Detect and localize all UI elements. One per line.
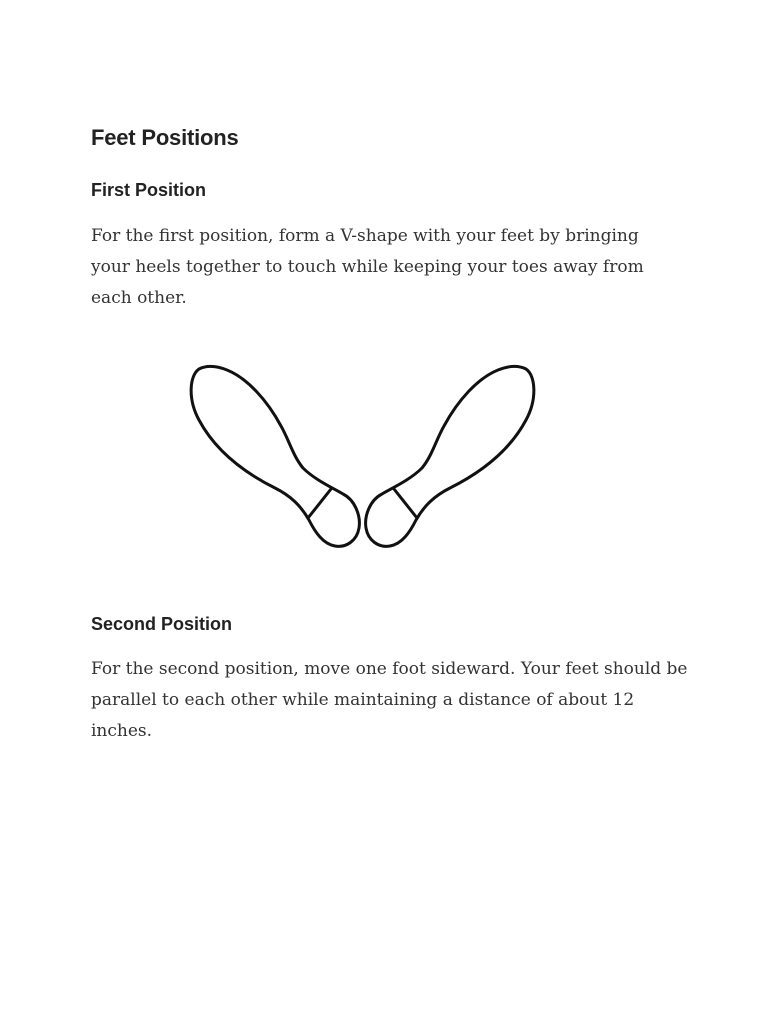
right-foot-heel-line bbox=[394, 489, 417, 518]
first-position-feet-illustration bbox=[185, 360, 540, 555]
section-text-second-position: For the second position, move one foot sideward. Your feet should be parallel to each other while maintaining a distance of about 12 inches. bbox=[91, 659, 688, 741]
left-foot-heel-line bbox=[308, 489, 331, 518]
page-title: Feet Positions bbox=[91, 125, 239, 150]
feet-v-shape-drawing bbox=[185, 360, 540, 555]
right-foot-outline bbox=[366, 366, 534, 546]
section-heading-first-position: First Position bbox=[91, 180, 207, 200]
left-foot-outline bbox=[191, 366, 359, 546]
section-heading-second-position: Second Position bbox=[91, 614, 233, 634]
section-text-first-position: For the first position, form a V-shape with your feet by bringing your heels together to touch while keeping your toes away from each other. bbox=[91, 226, 644, 308]
